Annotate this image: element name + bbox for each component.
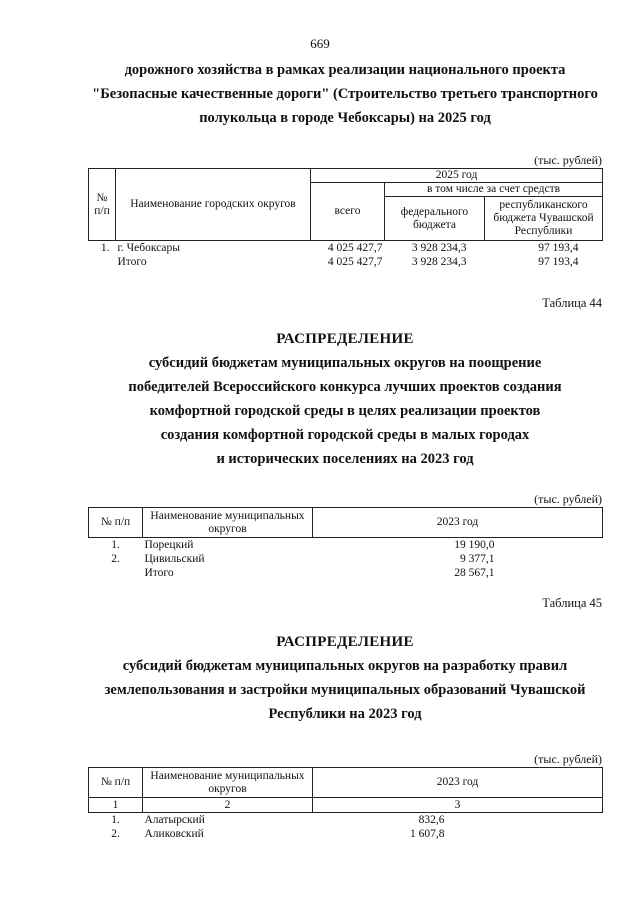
- table-label: Таблица 44: [542, 296, 602, 310]
- table-row: 2. Цивильский 9 377,1: [111, 553, 495, 565]
- heading-line: дорожного хозяйства в рамках реализации национального проекта: [124, 62, 566, 78]
- col-year-header: 2025 год: [311, 169, 603, 183]
- page-number: 669: [310, 36, 330, 51]
- heading-line: и исторических поселениях на 2023 год: [216, 451, 474, 467]
- table-label: Таблица 45: [542, 596, 602, 610]
- subsidy-table-contest: [88, 507, 603, 580]
- units-label: (тыс. рублей): [534, 153, 602, 167]
- heading-line: Республики на 2023 год: [268, 706, 422, 722]
- col-name-header: Наименование муниципальных округов: [143, 768, 313, 798]
- subsidy-table-zoning: [88, 767, 603, 841]
- heading-line: "Безопасные качественные дороги" (Строительство третьего транспортного: [92, 86, 598, 102]
- units-label: (тыс. рублей): [534, 752, 602, 766]
- heading-line: комфортной городской среды в целях реализации проектов: [149, 403, 541, 419]
- heading-line: победителей Всероссийского конкурса лучших проектов создания: [128, 379, 562, 395]
- col-republic-header: республиканского бюджета Чувашской Республики: [485, 197, 603, 241]
- section3-heading: [60, 630, 630, 726]
- table-row: 2. Аликовский 1 607,8: [111, 828, 445, 840]
- col-including-header: в том числе за счет средств: [385, 183, 603, 197]
- table-row: 1. г. Чебоксары 4 025 427,7 3 928 234,3 97 193,4: [100, 242, 579, 254]
- table-row-total: Итого 4 025 427,7 3 928 234,3 97 193,4: [117, 256, 579, 268]
- col-name-header: Наименование муниципальных округов: [143, 508, 313, 538]
- section-title: РАСПРЕДЕЛЕНИЕ: [276, 634, 414, 650]
- col-federal-header: федерального бюджета: [385, 197, 485, 241]
- heading-line: создания комфортной городской среды в малых городах: [160, 427, 530, 443]
- heading-line: землепользования и застройки муниципальных образований Чувашской: [104, 682, 586, 698]
- table-row-total: Итого 28 567,1: [144, 567, 495, 579]
- units-label: (тыс. рублей): [534, 492, 602, 506]
- col-year-header: 2023 год: [313, 508, 603, 538]
- col-year-header: 2023 год: [313, 768, 603, 798]
- heading-line: субсидий бюджетам муниципальных округов на поощрение: [148, 355, 542, 371]
- section1-heading: [60, 58, 630, 130]
- col-name-header: Наименование городских округов: [116, 169, 311, 241]
- section-title: РАСПРЕДЕЛЕНИЕ: [276, 331, 414, 347]
- heading-line: полукольца в городе Чебоксары) на 2025 год: [199, 110, 491, 126]
- col-num-header: № п/п: [89, 508, 143, 538]
- budget-table-2025: [88, 168, 603, 269]
- col-num-header: № п/п: [89, 768, 143, 798]
- col-total-header: всего: [311, 183, 385, 241]
- table-row: 1. Алатырский 832,6: [111, 814, 445, 826]
- table-row: 1. Порецкий 19 190,0: [111, 539, 495, 551]
- heading-line: субсидий бюджетам муниципальных округов на разработку правил: [122, 658, 568, 674]
- section2-heading: [60, 327, 630, 471]
- col-num-header: № п/п: [89, 169, 116, 241]
- column-index-row: 1 2 3: [89, 798, 603, 813]
